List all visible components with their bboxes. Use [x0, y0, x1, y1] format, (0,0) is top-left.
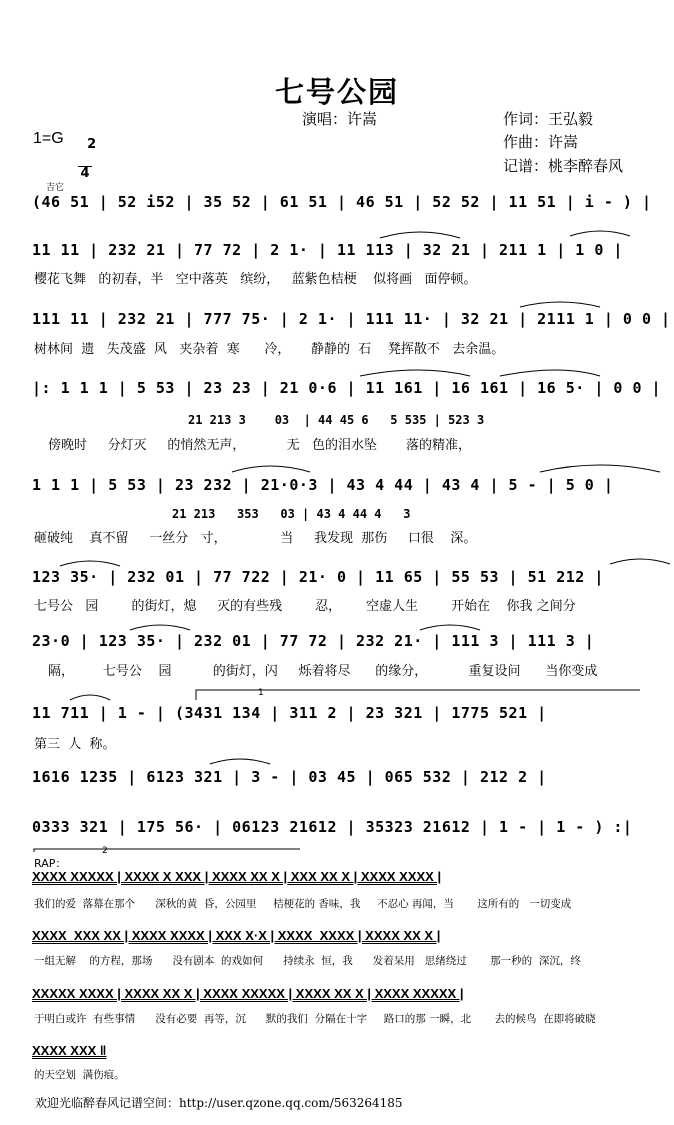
music-line-4: |: 1 1 1 | 5 53 | 23 23 | 21 0·6 | 11 161 | 16 161 | 16 5· | 0 0 | — [32, 379, 662, 397]
rap-lyric-1: 我们的爱 落幕在那个 深秋的黄 昏，公园里 桔梗花的 香味，我 不忍心 再闻，当 这所有的 一切变成 — [34, 898, 572, 910]
rap-lyric-4: 的天空划 满伤痕。 — [34, 1069, 125, 1081]
music-line-3: 111 11 | 232 21 | 777 75· | 2 1· | 111 11· | 32 21 | 2111 1 | 0 0 | — [32, 310, 671, 328]
second-ending-bracket — [34, 849, 300, 852]
rap-lyric-3: 于明白或许 有些事情 没有必要 再等，沉 默的我们 分隔在十字 路口的那 一瞬，北 去的候鸟 在即将破晓 — [34, 1013, 596, 1025]
second-ending-mark: 2 — [102, 846, 108, 856]
slur-mark — [520, 302, 600, 307]
transcriber-credit: 记谱：桃李醉春风 — [503, 157, 624, 175]
slur-mark — [500, 370, 600, 376]
music-line-5: 1 1 1 | 5 53 | 23 232 | 21·0·3 | 43 4 44 | 43 4 | 5 - | 5 0 | — [32, 476, 614, 494]
music-line-8: 11 711 | 1 - | (3431 134 | 311 2 | 23 321 | 1775 521 | — [32, 704, 547, 722]
slur-mark — [420, 625, 480, 630]
lyric-line-1: 樱花飞舞 的初春，半 空中落英 缤纷， 蓝紫色桔梗 似将画 面停顿。 — [34, 272, 477, 287]
slur-mark — [70, 695, 110, 700]
rap-notation-1: XXXX XXXXX | XXXX X XXX | XXXX XX X | XXX XX X | XXXX XXXX | — [32, 869, 442, 884]
slur-mark — [540, 465, 660, 472]
music-line-10: 0333 321 | 175 56· | 06123 21612 | 35323 21612 | 1 - | 1 - ) :| — [32, 818, 633, 836]
music-line-2: 11 11 | 232 21 | 77 72 | 2 1· | 11 113 | 32 21 | 211 1 | 1 0 | — [32, 241, 623, 259]
music-line-7: 23·0 | 123 35· | 232 01 | 77 72 | 232 21· | 111 3 | 111 3 | — [32, 632, 595, 650]
instrument-label: 吉它 — [46, 183, 65, 193]
music-line-1: (46 51 | 52 i52 | 35 52 | 61 51 | 46 51 | 52 52 | 11 51 | i - ) | — [32, 193, 652, 211]
first-ending-bracket — [196, 690, 640, 700]
music-line-9: 1616 1235 | 6123 321 | 3 - | 03 45 | 065 532 | 212 2 | — [32, 768, 547, 786]
slur-mark — [570, 231, 630, 236]
rap-notation-3: XXXXX XXXX | XXXX XX X | XXXX XXXXX | XXXX XX X | XXXX XXXXX | — [32, 986, 464, 1001]
singer-credit: 演唱：许嵩 — [302, 110, 378, 128]
rap-notation-4: XXXX XXX ‖ — [32, 1043, 107, 1058]
harmony-line-1: 21 213 3 03 | 44 45 6 5 535 | 523 3 — [188, 413, 485, 427]
rap-label: RAP： — [34, 857, 67, 870]
lyricist-credit: 作词：王弘毅 — [503, 110, 594, 128]
meter-bottom: 4 — [78, 166, 92, 181]
slur-mark — [380, 232, 460, 238]
lyric-line-3: 傍晚时 分灯灭 的悄然无声， 无 色的泪水坠 落的精准， — [48, 438, 471, 453]
page-title: 七号公园 — [274, 75, 399, 109]
lyric-line-2: 树林间 遗 失茂盛 风 夹杂着 寒 冷， 静静的 石 凳挥散不 去余温。 — [34, 342, 505, 357]
slur-mark — [610, 559, 670, 564]
slur-mark — [210, 759, 270, 764]
rap-lyric-2: 一组无解 的方程，那场 没有剧本 的戏如何 持续永 恒，我 发着呆用 思绪绕过 那一秒的 深沉，终 — [34, 955, 581, 967]
slur-mark — [232, 466, 310, 472]
meter-top: 2 — [87, 137, 97, 152]
slur-mark — [360, 370, 470, 376]
first-ending-mark: 1 — [258, 688, 264, 698]
lyric-line-7: 第三 人 称。 — [34, 737, 116, 752]
lyric-line-4: 砸破纯 真不留 一丝分 寸， 当 我发现 那伤 口很 深。 — [34, 531, 477, 546]
music-line-6: 123 35· | 232 01 | 77 722 | 21· 0 | 11 65 | 55 53 | 51 212 | — [32, 568, 604, 586]
key-signature: 1=G — [33, 130, 64, 147]
slur-mark — [60, 561, 120, 566]
lyric-line-5: 七号公 园 的街灯，熄 灭的有些残 忍， 空虚人生 开始在 你我 之间分 — [34, 599, 576, 614]
rap-notation-2: XXXX XXX XX | XXXX XXXX | XXX X·X | XXXX XXXX | XXXX XX X | — [32, 928, 441, 943]
composer-credit: 作曲：许嵩 — [503, 133, 579, 151]
lyric-line-6: 隔， 七号公 园 的街灯，闪 烁着将尽 的缘分， 重复设问 当你变成 — [48, 664, 598, 679]
footer-link-text: 欢迎光临醉春风记谱空间：http://user.qzone.qq.com/563264185 — [35, 1096, 403, 1110]
slur-mark — [130, 625, 190, 630]
harmony-line-2: 21 213 353 03 | 43 4 44 4 3 — [172, 507, 411, 521]
